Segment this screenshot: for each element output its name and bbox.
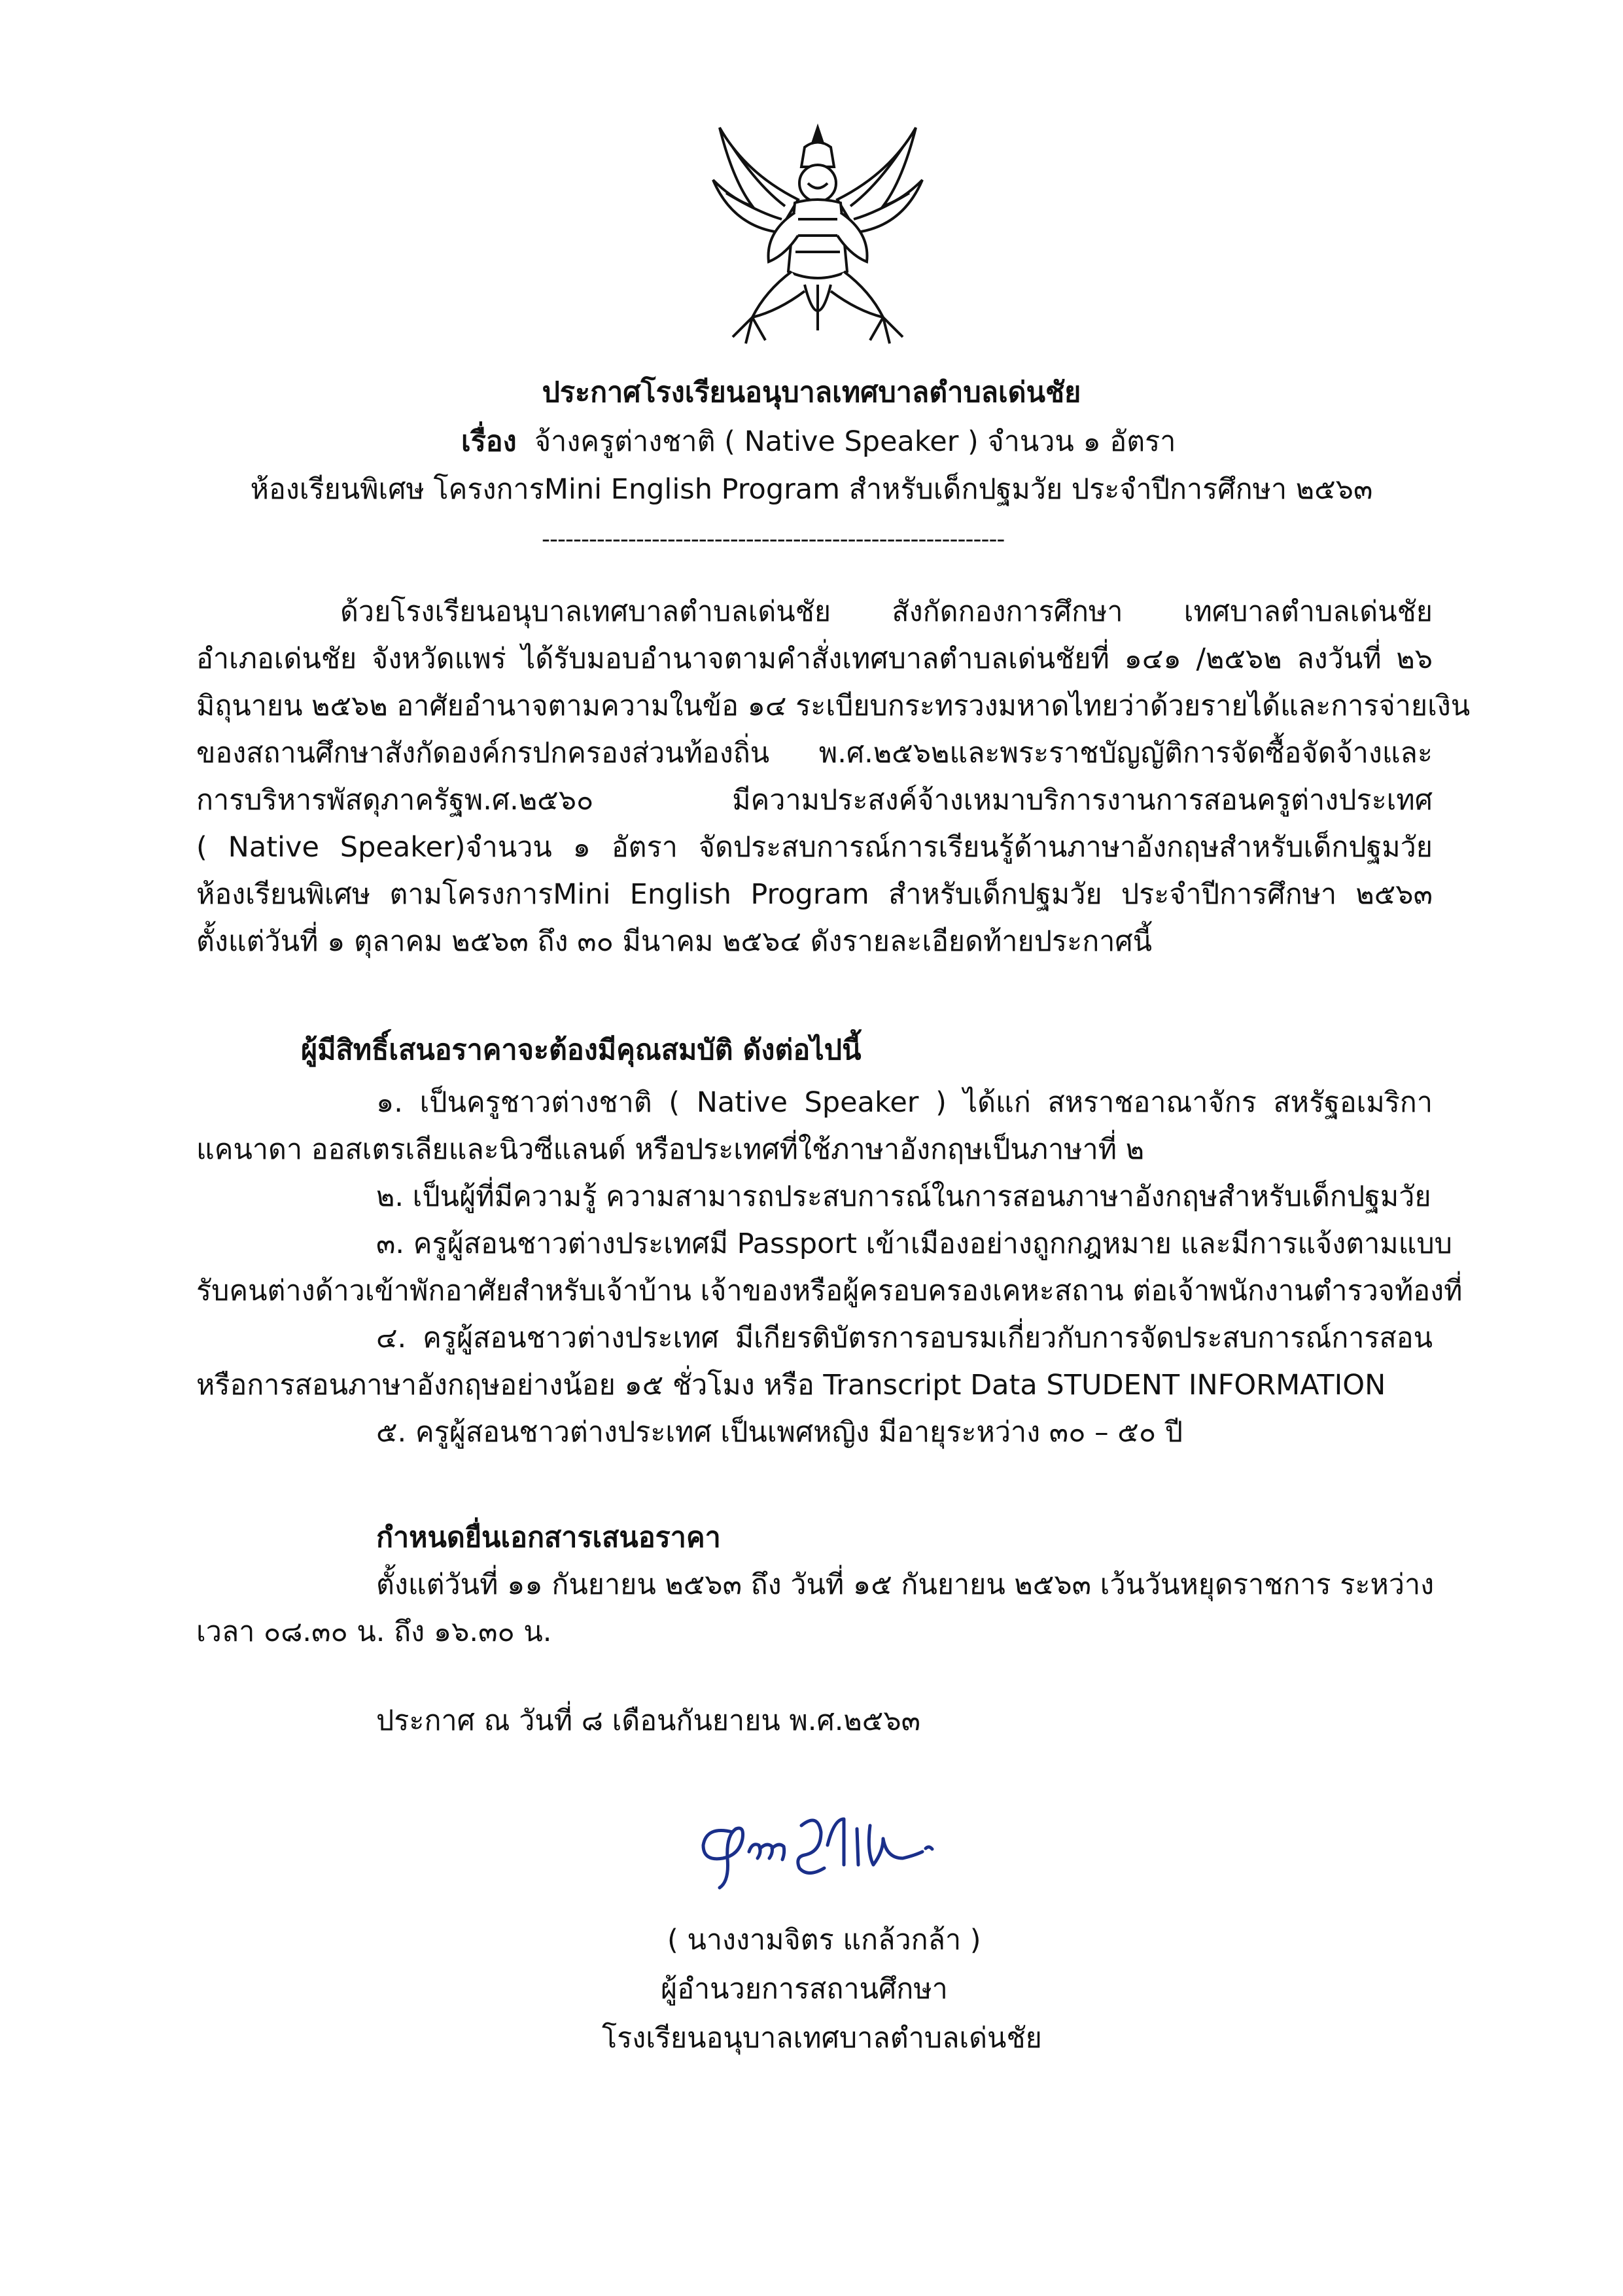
qualification-1-cont: แคนาดา ออสเตรเลียและนิวซีแลนด์ หรือประเทศที่ใช้ภาษาอังกฤษเป็นภาษาที่ ๒ xyxy=(196,1133,1145,1166)
qualification-5: ๕. ครูผู้สอนชาวต่างประเทศ เป็นเพศหญิง มีอายุระหว่าง ๓๐ – ๕๐ ปี xyxy=(376,1416,1183,1449)
subject-line xyxy=(461,422,1176,461)
qualification-4: ๔. ครูผู้สอนชาวต่างประเทศ มีเกียรติบัตรการอบรมเกี่ยวกับการจัดประสบการณ์การสอน xyxy=(376,1322,1433,1354)
qualification-4-cont: หรือการสอนภาษาอังกฤษอย่างน้อย ๑๕ ชั่วโมง หรือ Transcript Data STUDENT INFORMATION xyxy=(196,1369,1386,1402)
qualification-1: ๑. เป็นครูชาวต่างชาติ ( Native Speaker ) ได้แก่ สหราชอาณาจักร สหรัฐอเมริกา xyxy=(376,1086,1433,1119)
intro-line-2: อำเภอเด่นชัย จังหวัดแพร่ ได้รับมอบอำนาจตามคำสั่งเทศบาลตำบลเด่นชัยที่ ๑๔๑ /๒๕๖๒ ลงวันที่ ๒๖ xyxy=(196,643,1433,675)
deadline-heading: กำหนดยื่นเอกสารเสนอราคา xyxy=(376,1521,721,1554)
qualification-2: ๒. เป็นผู้ที่มีความรู้ ความสามารถประสบการณ์ในการสอนภาษาอังกฤษสำหรับเด็กปฐมวัย xyxy=(376,1180,1431,1213)
intro-line-8: ตั้งแต่วันที่ ๑ ตุลาคม ๒๕๖๓ ถึง ๓๐ มีนาคม ๒๕๖๔ ดังรายละเอียดท้ายประกาศนี้ xyxy=(196,925,1153,958)
signatory-position: ผู้อำนวยการสถานศึกษา xyxy=(661,1973,948,2005)
intro-line-7: ห้องเรียนพิเศษ ตามโครงการMini English Program สำหรับเด็กปฐมวัย ประจำปีการศึกษา ๒๕๖๓ xyxy=(196,878,1433,911)
subject-text: จ้างครูต่างชาติ ( Native Speaker ) จำนวน ๑ อัตรา xyxy=(534,425,1176,458)
qualification-3-cont: รับคนต่างด้าวเข้าพักอาศัยสำหรับเจ้าบ้าน เจ้าของหรือผู้ครอบครองเคหะสถาน ต่อเจ้าพนักงานตำรวจท้องที่ xyxy=(196,1275,1463,1307)
qualification-3: ๓. ครูผู้สอนชาวต่างประเทศมี Passport เข้าเมืองอย่างถูกกฎหมาย และมีการแจ้งตามแบบ xyxy=(376,1227,1452,1260)
intro-line-3: มิถุนายน ๒๕๖๒ อาศัยอำนาจตามความในข้อ ๑๔ ระเบียบกระทรวงมหาดไทยว่าด้วยรายได้และการจ่ายเงิน xyxy=(196,690,1471,722)
intro-line-5: การบริหารพัสดุภาครัฐพ.ศ.๒๕๖๐ มีความประสงค์จ้างเหมาบริการงานการสอนครูต่างประเทศ xyxy=(196,784,1433,817)
divider: ----------------------------------------------------------- xyxy=(542,526,1005,553)
deadline-line-1: ตั้งแต่วันที่ ๑๑ กันยายน ๒๕๖๓ ถึง วันที่ ๑๕ กันยายน ๒๕๖๓ เว้นวันหยุดราชการ ระหว่าง xyxy=(376,1568,1435,1601)
intro-line-1: ด้วยโรงเรียนอนุบาลเทศบาลตำบลเด่นชัย สังกัดกองการศึกษา เทศบาลตำบลเด่นชัย xyxy=(340,595,1433,628)
deadline-line-2: เวลา ๐๘.๓๐ น. ถึง ๑๖.๓๐ น. xyxy=(196,1616,552,1648)
announcement-subtitle: ห้องเรียนพิเศษ โครงการMini English Program สำหรับเด็กปฐมวัย ประจำปีการศึกษา ๒๕๖๓ xyxy=(250,473,1373,506)
garuda-emblem-icon xyxy=(707,121,929,370)
signatory-organization: โรงเรียนอนุบาลเทศบาลตำบลเด่นชัย xyxy=(602,2022,1042,2055)
announcement-title: ประกาศโรงเรียนอนุบาลเทศบาลตำบลเด่นชัย xyxy=(542,376,1081,409)
intro-line-6: ( Native Speaker)จำนวน ๑ อัตรา จัดประสบการณ์การเรียนรู้ด้านภาษาอังกฤษสำหรับเด็กปฐมวัย xyxy=(196,831,1433,864)
intro-line-4: ของสถานศึกษาสังกัดองค์กรปกครองส่วนท้องถิ่น พ.ศ.๒๕๖๒และพระราชบัญญัติการจัดซื้อจัดจ้างและ xyxy=(196,737,1433,769)
qualifications-heading: ผู้มีสิทธิ์เสนอราคาจะต้องมีคุณสมบัติ ดังต่อไปนี้ xyxy=(301,1034,862,1067)
handwritten-signature xyxy=(687,1806,968,1898)
subject-label: เรื่อง xyxy=(461,425,517,458)
signatory-name: ( นางงามจิตร แกล้วกล้า ) xyxy=(667,1924,981,1956)
announced-date: ประกาศ ณ วันที่ ๘ เดือนกันยายน พ.ศ.๒๕๖๓ xyxy=(376,1704,921,1737)
